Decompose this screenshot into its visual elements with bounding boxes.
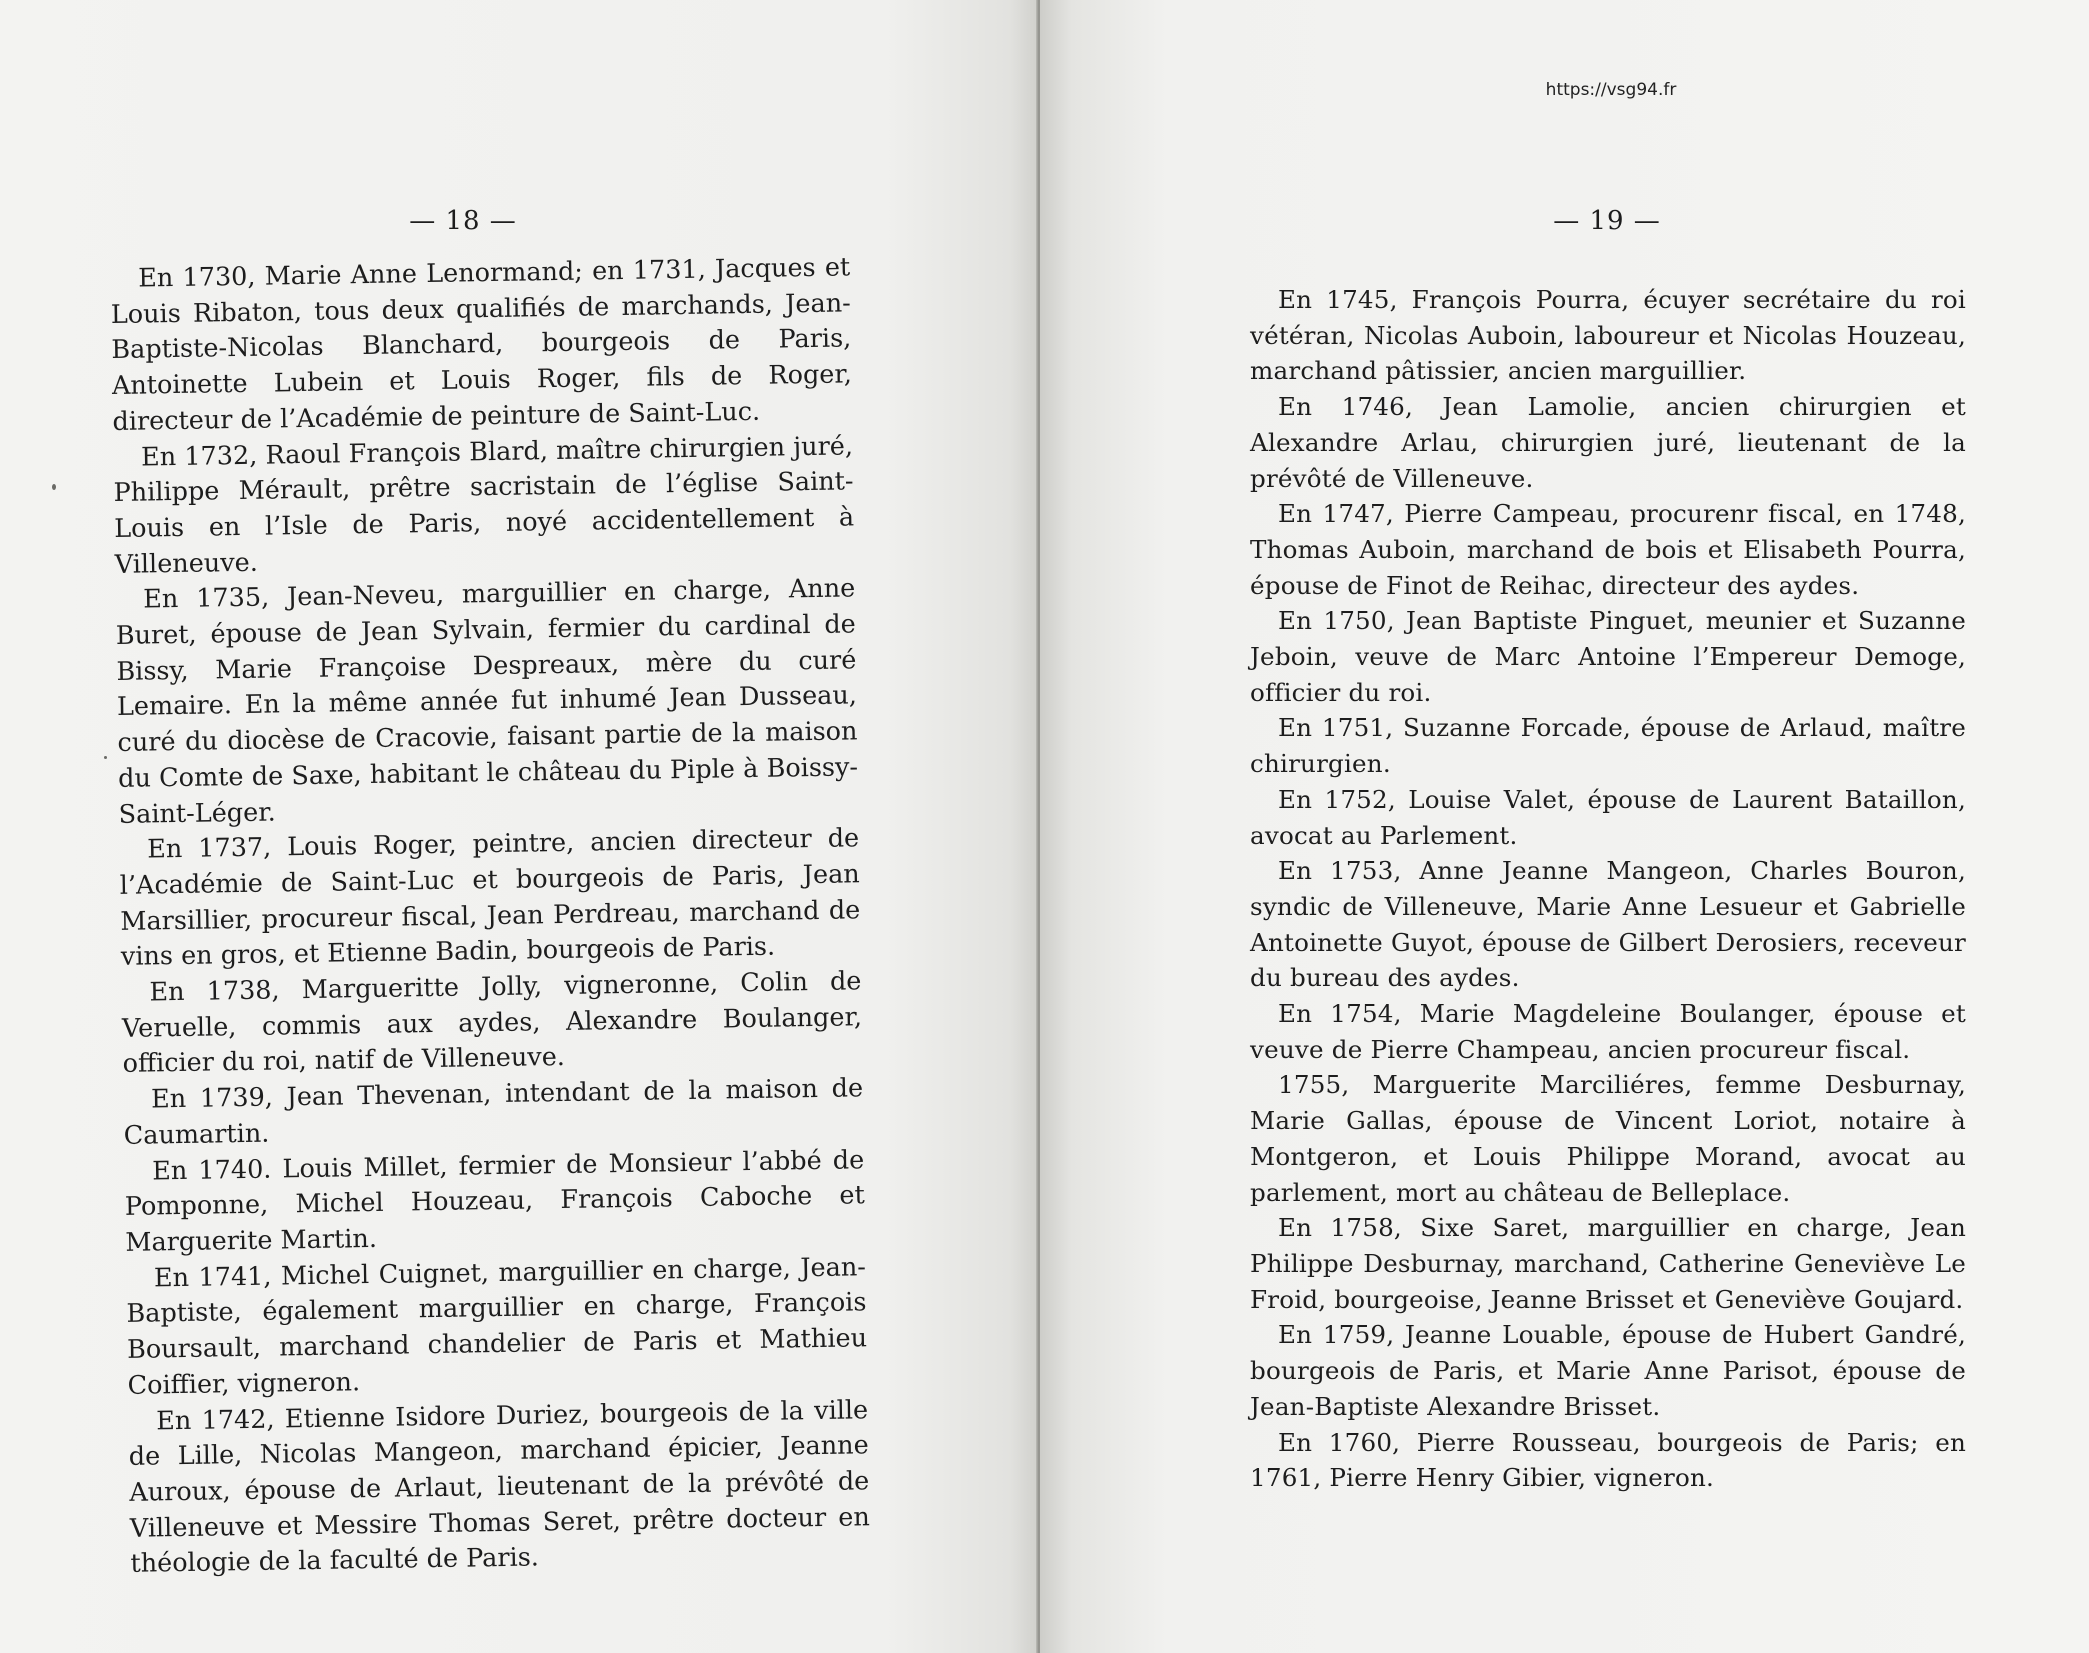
paragraph: En 1760, Pierre Rousseau, bourgeois de Paris; en 1761, Pierre Henry Gibier, vigneron.: [1250, 1427, 1966, 1493]
right-page-text: [1250, 282, 1966, 1496]
paper-speck: [52, 484, 56, 490]
paragraph: En 1740. Louis Millet, fermier de Monsieur l’abbé de Pomponne, Michel Houzeau, François Caboche et Marguerite Martin.: [124, 1144, 865, 1258]
page-number-left: — 18 —: [409, 206, 517, 236]
paragraph: En 1741, Michel Cuignet, marguillier en charge, Jean-Baptiste, également marguillier en charge, François Boursault, marchand chandelier de Paris et Mathieu Coiffier, vigneron.: [126, 1251, 868, 1401]
paragraph: En 1752, Louise Valet, épouse de Laurent Bataillon, avocat au Parlement.: [1250, 784, 1966, 850]
paragraph: En 1746, Jean Lamolie, ancien chirurgien et Alexandre Arlau, chirurgien juré, lieutenant de la prévôté de Villeneuve.: [1250, 392, 1966, 493]
paragraph: En 1754, Marie Magdeleine Boulanger, épouse et veuve de Pierre Champeau, ancien procureur fiscal.: [1250, 999, 1966, 1064]
paragraph: 1755, Marguerite Marciliéres, femme Desburnay, Marie Gallas, épouse de Vincent Loriot, notaire à Montgeron, et Louis Philippe Morand, avocat au parlement, mort au château de Belleplace.: [1250, 1070, 1966, 1207]
paragraph: En 1737, Louis Roger, peintre, ancien directeur de l’Académie de Saint-Luc et bourgeois de Paris, Jean Marsillier, procureur fiscal, Jean Perdreau, marchand de vins en gros, et Etienne Badin, bourgeois de Paris.: [119, 823, 861, 973]
paragraph: En 1735, Jean-Neveu, marguillier en charge, Anne Buret, épouse de Jean Sylvain, fermier du cardinal de Bissy, Marie Françoise Despreaux, mère du curé Lemaire. En la même année fut inhumé Jean Dusseau, curé du diocèse de Cracovie, faisant partie de la maison du Comte de Saxe, habitant le château du Piple à Boissy-Saint-Léger.: [115, 573, 859, 830]
paragraph: En 1739, Jean Thevenan, intendant de la maison de Caumartin.: [123, 1073, 864, 1151]
paragraph: En 1751, Suzanne Forcade, épouse de Arlaud, maître chirurgien.: [1250, 713, 1966, 779]
paragraph: En 1730, Marie Anne Lenormand; en 1731, Jacques et Louis Ribaton, tous deux qualifiés de marchands, Jean-Baptiste-Nicolas Blanchard, bourgeois de Paris, Antoinette Lubein et Louis Roger, fils de Roger, directeur de l’Académie de peinture de Saint-Luc.: [110, 252, 853, 437]
paragraph: En 1750, Jean Baptiste Pinguet, meunier et Suzanne Jeboin, veuve de Marc Antoine l’Empereur Demoge, officier du roi.: [1250, 606, 1966, 707]
page-number-right: — 19 —: [1553, 206, 1661, 236]
paragraph: En 1732, Raoul François Blard, maître chirurgien juré, Philippe Mérault, prêtre sacristain de l’église Saint-Louis en l’Isle de Paris, noyé accidentellement à Villeneuve.: [113, 430, 855, 580]
paragraph: En 1742, Etienne Isidore Duriez, bourgeois de la ville de Lille, Nicolas Mangeon, marchand épicier, Jeanne Auroux, épouse de Arlaut, lieutenant de la prévôté de Villeneuve et Messire Thomas Seret, prêtre docteur en théologie de la faculté de Paris.: [128, 1394, 871, 1580]
paper-speck: [104, 756, 107, 759]
paragraph: En 1747, Pierre Campeau, procurenr fiscal, en 1748, Thomas Auboin, marchand de bois et Elisabeth Pourra, épouse de Finot de Reihac, directeur des aydes.: [1250, 499, 1966, 600]
paragraph: En 1745, François Pourra, écuyer secrétaire du roi vétéran, Nicolas Auboin, laboureur et Nicolas Houzeau, marchand pâtissier, ancien marguillier.: [1250, 285, 1966, 386]
paragraph: En 1738, Margueritte Jolly, vigneronne, Colin de Veruelle, commis aux aydes, Alexandre Boulanger, officier du roi, natif de Villeneuve.: [121, 966, 863, 1080]
left-page: [0, 0, 1040, 1653]
paragraph: En 1759, Jeanne Louable, épouse de Hubert Gandré, bourgeois de Paris, et Marie Anne Parisot, épouse de Jean-Baptiste Alexandre Brisset.: [1250, 1320, 1966, 1421]
source-url: https://vsg94.fr: [1545, 80, 1677, 100]
left-page-text: [110, 250, 871, 1582]
right-page: [1040, 0, 2089, 1653]
paragraph: En 1758, Sixe Saret, marguillier en charge, Jean Philippe Desburnay, marchand, Catherine Geneviève Le Froid, bourgeoise, Jeanne Brisset et Geneviève Goujard.: [1250, 1213, 1966, 1314]
paragraph: En 1753, Anne Jeanne Mangeon, Charles Bouron, syndic de Villeneuve, Marie Anne Lesueur et Gabrielle Antoinette Guyot, épouse de Gilbert Derosiers, receveur du bureau des aydes.: [1250, 856, 1966, 993]
